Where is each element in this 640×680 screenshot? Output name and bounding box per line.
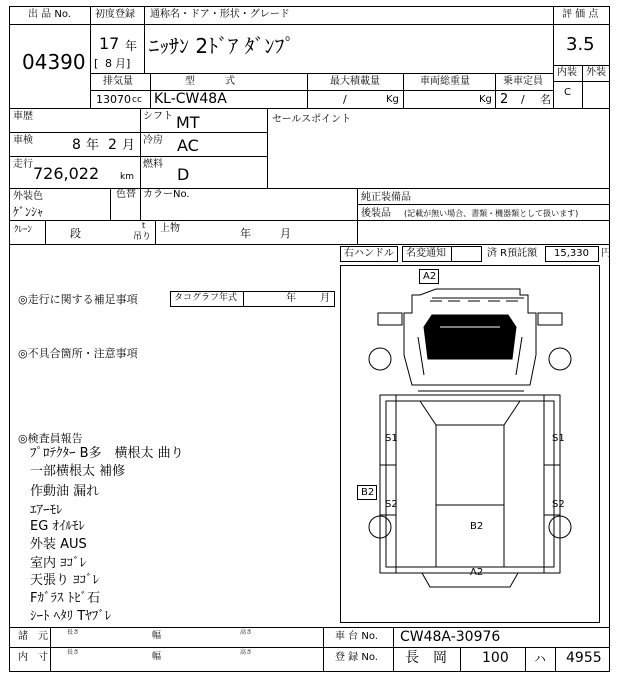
- max-load-label: 最大積載量: [330, 76, 380, 87]
- capacity-unit: 名: [540, 93, 551, 106]
- shift-value: MT: [176, 113, 200, 132]
- evaluation-score: 3.5: [566, 34, 595, 55]
- gross-weight-label: 車両総重量: [420, 76, 470, 87]
- damage-code: S2: [552, 499, 565, 510]
- report-line: ｴｱｰﾓﾚ: [30, 503, 63, 518]
- height-label: 高さ: [240, 649, 253, 656]
- capacity-label: 乗車定員: [503, 76, 543, 87]
- report-line: ｼｰﾄ ﾍﾀﾘ Tﾔﾌﾞﾚ: [30, 609, 112, 624]
- chassis-number: CW48A-30976: [400, 629, 501, 645]
- damage-code: B2: [470, 521, 484, 532]
- wheel-front-left: [369, 348, 391, 370]
- report-line: 天張り ﾖｺﾞﾚ: [30, 573, 100, 588]
- retrofit-label: 後装品: [361, 208, 391, 219]
- height-label: 高さ: [240, 629, 253, 636]
- registration-kana: ハ: [534, 652, 547, 666]
- displacement-label: 排気量: [103, 76, 133, 87]
- interior-label: 内装: [557, 67, 577, 78]
- report-line: EG ｵｲﾙﾓﾚ: [30, 519, 85, 534]
- displacement-unit: cc: [132, 95, 142, 105]
- damage-code: S1: [385, 433, 398, 444]
- mileage-value: 726,022: [33, 164, 100, 183]
- mileage-label: 走行: [13, 159, 33, 170]
- report-line: 外装 AUS: [30, 537, 87, 552]
- length-label: 長さ: [67, 649, 80, 656]
- windshield: [424, 315, 516, 359]
- color-no-label: カラーNo.: [143, 189, 190, 200]
- crane-label: ｸﾚｰﾝ: [14, 225, 33, 235]
- registration-class: 100: [482, 650, 509, 666]
- tacho-year-unit: 年: [286, 293, 296, 304]
- ac-label: 冷房: [143, 135, 163, 146]
- genuine-equipment-label: 純正装備品: [361, 192, 411, 203]
- dump-bed-outline: [380, 395, 560, 573]
- color-change-label: 色替: [116, 189, 136, 200]
- damage-code: S1: [552, 433, 565, 444]
- first-reg-label: 初度登録: [95, 9, 135, 20]
- inspection-month: 2: [108, 137, 117, 153]
- inspection-year-unit: 年: [86, 138, 100, 153]
- model-value: KL-CW48A: [154, 91, 227, 107]
- wheel-front-right: [549, 348, 571, 370]
- first-reg-year-unit: 年: [125, 39, 138, 53]
- recycle-yen: 円: [601, 248, 611, 259]
- mirror-right: [538, 313, 562, 325]
- damage-code: B2: [361, 487, 375, 498]
- fuel-label: 燃料: [143, 159, 163, 170]
- capacity-slash: /: [521, 93, 525, 106]
- fuel-value: D: [177, 165, 190, 184]
- inspection-month-unit: 月: [122, 138, 136, 153]
- registration-area: 長 岡: [405, 650, 447, 666]
- gross-weight-unit: Kg: [479, 94, 492, 105]
- recycle-label: 済 R預託額: [487, 248, 538, 259]
- damage-code: A2: [423, 271, 437, 282]
- width-label: 幅: [152, 652, 162, 662]
- chassis-label: 車 台 No.: [335, 631, 378, 642]
- inspector-report-label: ◎検査員報告: [18, 432, 83, 445]
- ac-value: AC: [177, 136, 199, 155]
- lot-label: 出 品 No.: [28, 9, 71, 20]
- defect-notes-label: ◎不具合箇所・注意事項: [18, 347, 138, 360]
- mirror-left: [378, 313, 402, 325]
- body-year-unit: 年: [240, 227, 251, 240]
- damage-code: A2: [470, 567, 484, 578]
- capacity-value: 2: [500, 92, 509, 107]
- spec-row-label: 諸 元: [18, 631, 48, 642]
- mileage-unit: km: [120, 172, 134, 182]
- recycle-amount: 15,330: [554, 248, 589, 259]
- registration-number: 4955: [566, 650, 602, 666]
- report-line: Fｶﾞﾗｽ ﾄﾋﾞ石: [30, 591, 101, 606]
- report-line: 室内 ﾖｺﾞﾚ: [30, 556, 87, 571]
- max-load-slash: /: [343, 93, 347, 106]
- driving-notes-label: ◎走行に関する補足事項: [18, 293, 138, 306]
- inspection-label: 車検: [13, 135, 33, 146]
- rhd-label: 右ハンドル: [344, 248, 394, 259]
- body-label: 上物: [160, 223, 180, 234]
- body-month-unit: 月: [280, 227, 291, 240]
- type-label: 型 式: [185, 76, 235, 87]
- first-reg-month-open: [: [94, 57, 99, 70]
- report-line: ﾌﾟﾛﾃｸﾀｰ B多 横根太 曲り: [30, 446, 184, 461]
- report-line: 一部横根太 補修: [30, 464, 126, 479]
- ext-color-label: 外装色: [13, 191, 43, 202]
- vehicle-name-label: 通称名・ドア・形状・グレード: [150, 9, 290, 20]
- tacho-label: タコグラフ年式: [174, 293, 238, 303]
- ext-color-value: ｹﾞﾝｼｬ: [13, 205, 44, 219]
- retrofit-note: (記載が無い場合、書類・機器類として扱います): [404, 209, 579, 218]
- tacho-month-unit: 月: [320, 293, 330, 304]
- vehicle-name: ﾆｯｻﾝ 2ﾄﾞｱ ﾀﾞﾝﾌﾟ: [149, 34, 295, 58]
- first-reg-month-unit: 月]: [115, 57, 131, 70]
- history-label: 車歴: [13, 111, 33, 122]
- inner-dim-label: 内 寸: [18, 652, 48, 663]
- evaluation-label: 評 価 点: [562, 9, 599, 20]
- length-label: 長さ: [67, 629, 80, 636]
- first-reg-year: 17: [99, 34, 120, 53]
- crane-stage: 段: [70, 227, 81, 240]
- exterior-label: 外装: [586, 67, 606, 78]
- sales-point-label: セールスポイント: [272, 114, 352, 125]
- width-label: 幅: [152, 631, 162, 641]
- first-reg-month: 8: [105, 57, 112, 70]
- shift-label: シフト: [143, 111, 173, 122]
- crane-lift: 吊り: [133, 232, 152, 242]
- name-change-label: 名変通知: [406, 248, 446, 259]
- interior-grade: C: [564, 87, 571, 98]
- registration-label: 登 録 No.: [335, 652, 378, 663]
- max-load-unit: Kg: [386, 94, 399, 105]
- lot-number: 04390: [22, 50, 86, 74]
- displacement-value: 13070: [96, 93, 131, 106]
- report-line: 作動油 漏れ: [30, 484, 100, 499]
- inspection-year: 8: [72, 137, 81, 153]
- crane-ton: t: [142, 221, 146, 230]
- name-change-box: [451, 246, 482, 262]
- damage-code: S2: [385, 499, 398, 510]
